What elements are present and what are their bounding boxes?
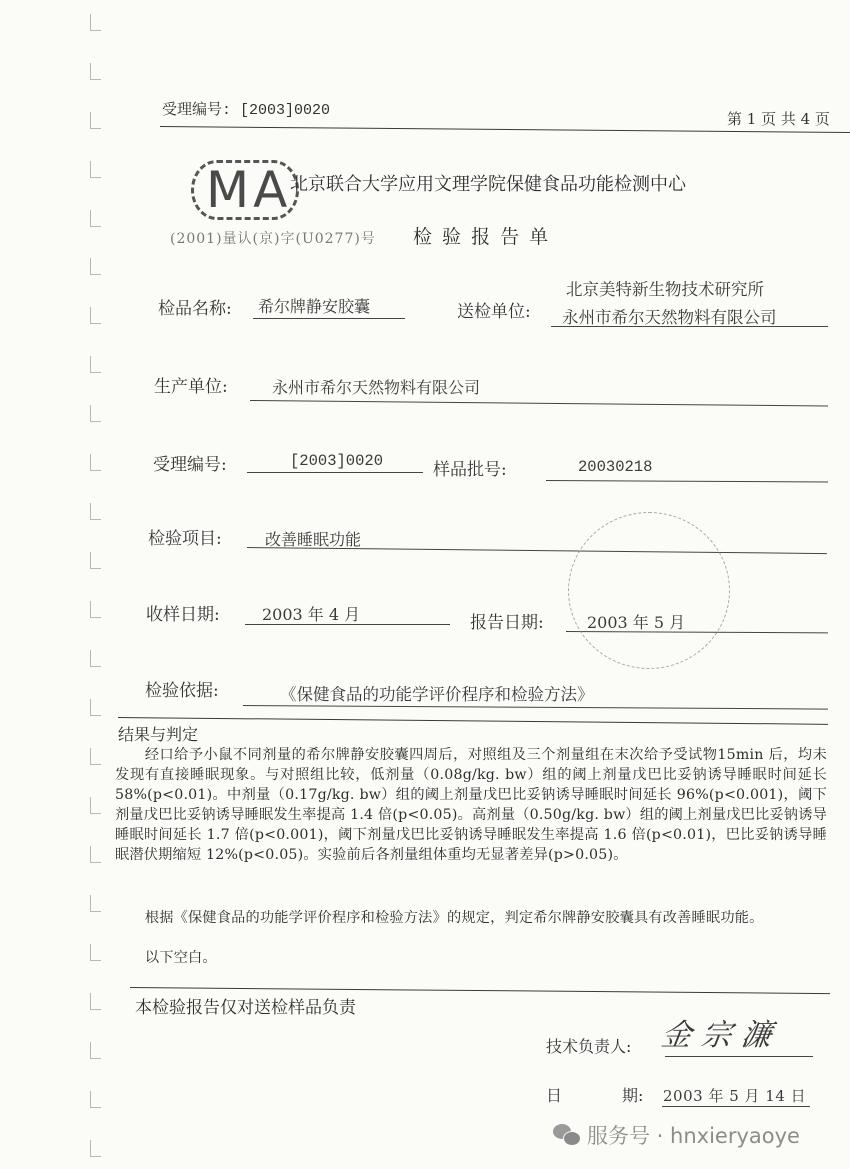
basis-label: 检验依据: [145,681,219,701]
watermark-text: 服务号 · hnxieryaoye [587,1124,800,1148]
institution-name: 北京联合大学应用文理学院保健食品功能检测中心 [290,174,686,195]
binding-mark [90,895,101,912]
header-acceptance-no-label: 受理编号: [162,102,232,119]
binding-mark [90,503,101,520]
binding-mark [90,63,101,80]
ma-cert-number: (2001)量认(京)字(U0277)号 [170,231,376,247]
binding-mark [90,944,101,961]
results-paragraph-findings: 经口给予小鼠不同剂量的希尔牌静安胶囊四周后，对照组及三个剂量组在末次给予受试物15min 后，均未发现有直接睡眠现象。与对照组比较，低剂量（0.08g/kg. bw）组的阈上剂量戊巴比妥钠诱导睡眠时间延长 58%(p<0.01)。中剂量（0.17g/kg. bw）组的阈上剂量戊巴比妥钠诱导睡眠时间延长 96%(p<0.001)，阈下剂量戊巴比妥钠诱导睡眠发生率提高 1.4 倍(p<0.05)。高剂量（0.50g/kg. bw）组的阈上剂量戊巴比妥钠诱导睡眠时间延长 1.7 倍(p<0.001)，阈下剂量戊巴比妥钠诱导睡眠发生率提高 1.6 倍(p<0.01)，巴比妥钠诱导睡眠潜伏期缩短 12%(p<0.05)。实验前后各剂量组体重均无显著差异(p>0.05)。 [115,747,827,863]
results-paragraph-blank-note: 以下空白。 [144,950,217,966]
watermark [553,1120,800,1150]
date-label-part-2: 期: [622,1086,644,1105]
binding-mark [90,454,101,471]
binding-mark [90,846,101,863]
disclaimer-text: 本检验报告仅对送检样品负责 [135,998,356,1018]
producer-value: 永州市希尔天然物料有限公司 [272,378,481,397]
binding-mark [90,650,101,667]
acceptance-no-value: [2003]0020 [290,452,384,470]
submitter-line-1: 北京美特新生物技术研究所 [566,280,764,299]
signed-date-value: 2003 年 5 月 14 日 [663,1087,807,1105]
tech-lead-label: 技术负责人: [546,1037,632,1056]
binding-mark [90,601,101,618]
binding-mark [90,797,101,814]
batch-no-label: 样品批号: [433,460,507,480]
binding-mark [90,210,101,227]
submitter-underline [551,326,828,327]
binding-mark [90,14,101,31]
header-acceptance-no-value: [2003]0020 [240,102,331,119]
binding-mark [90,1140,101,1157]
binding-mark [90,1042,101,1059]
binding-mark [90,307,101,324]
receive-date-underline [245,624,450,625]
batch-no-underline [546,480,828,482]
test-item-underline [247,547,827,554]
basis-value: 《保健食品的功能学评价程序和检验方法》 [280,685,594,704]
ma-stamp-letters: MA [206,161,292,219]
binding-mark [90,112,101,129]
document-title: 检 验 报 告 单 [413,226,551,248]
binding-mark [90,993,101,1010]
binding-mark [90,405,101,422]
receive-date-value: 2003 年 4 月 [262,605,361,624]
sample-name-label: 检品名称: [158,299,232,319]
submitter-line-2: 永州市希尔天然物料有限公司 [562,308,777,327]
official-round-seal [568,512,730,669]
binding-mark [90,699,101,716]
date-label-part-1: 日 [546,1086,563,1105]
binding-mark [90,258,101,275]
page-indicator: 第 1 页 共 4 页 [727,110,830,128]
basis-underline [243,705,828,710]
producer-underline [250,400,828,407]
binding-mark [90,748,101,765]
wechat-icon [553,1124,581,1146]
binding-mark [90,161,101,178]
results-heading: 结果与判定 [118,725,199,744]
binding-mark [90,1091,101,1108]
test-item-value: 改善睡眠功能 [265,530,362,549]
test-item-label: 检验项目: [148,529,222,549]
tech-lead-signature: 金宗濂 [659,1018,784,1053]
results-top-rule [118,717,828,725]
signature-underline [665,1056,813,1057]
submitter-label: 送检单位: [457,302,531,322]
sample-name-value: 希尔牌静安胶囊 [258,297,371,316]
sample-name-underline [253,318,405,319]
header-acceptance-no [162,98,330,119]
report-date-value: 2003 年 5 月 [587,613,686,632]
batch-no-value: 20030218 [578,458,653,476]
acceptance-no-label: 受理编号: [153,455,227,475]
receive-date-label: 收样日期: [146,605,220,625]
results-paragraph-conclusion: 根据《保健食品的功能学评价程序和检验方法》的规定，判定希尔牌静安胶囊具有改善睡眠功能。 [144,910,764,926]
binding-mark [90,552,101,569]
producer-label: 生产单位: [154,377,228,397]
report-date-label: 报告日期: [470,613,544,633]
binding-mark [90,356,101,373]
acceptance-no-underline [247,472,423,473]
date-underline [662,1106,810,1107]
